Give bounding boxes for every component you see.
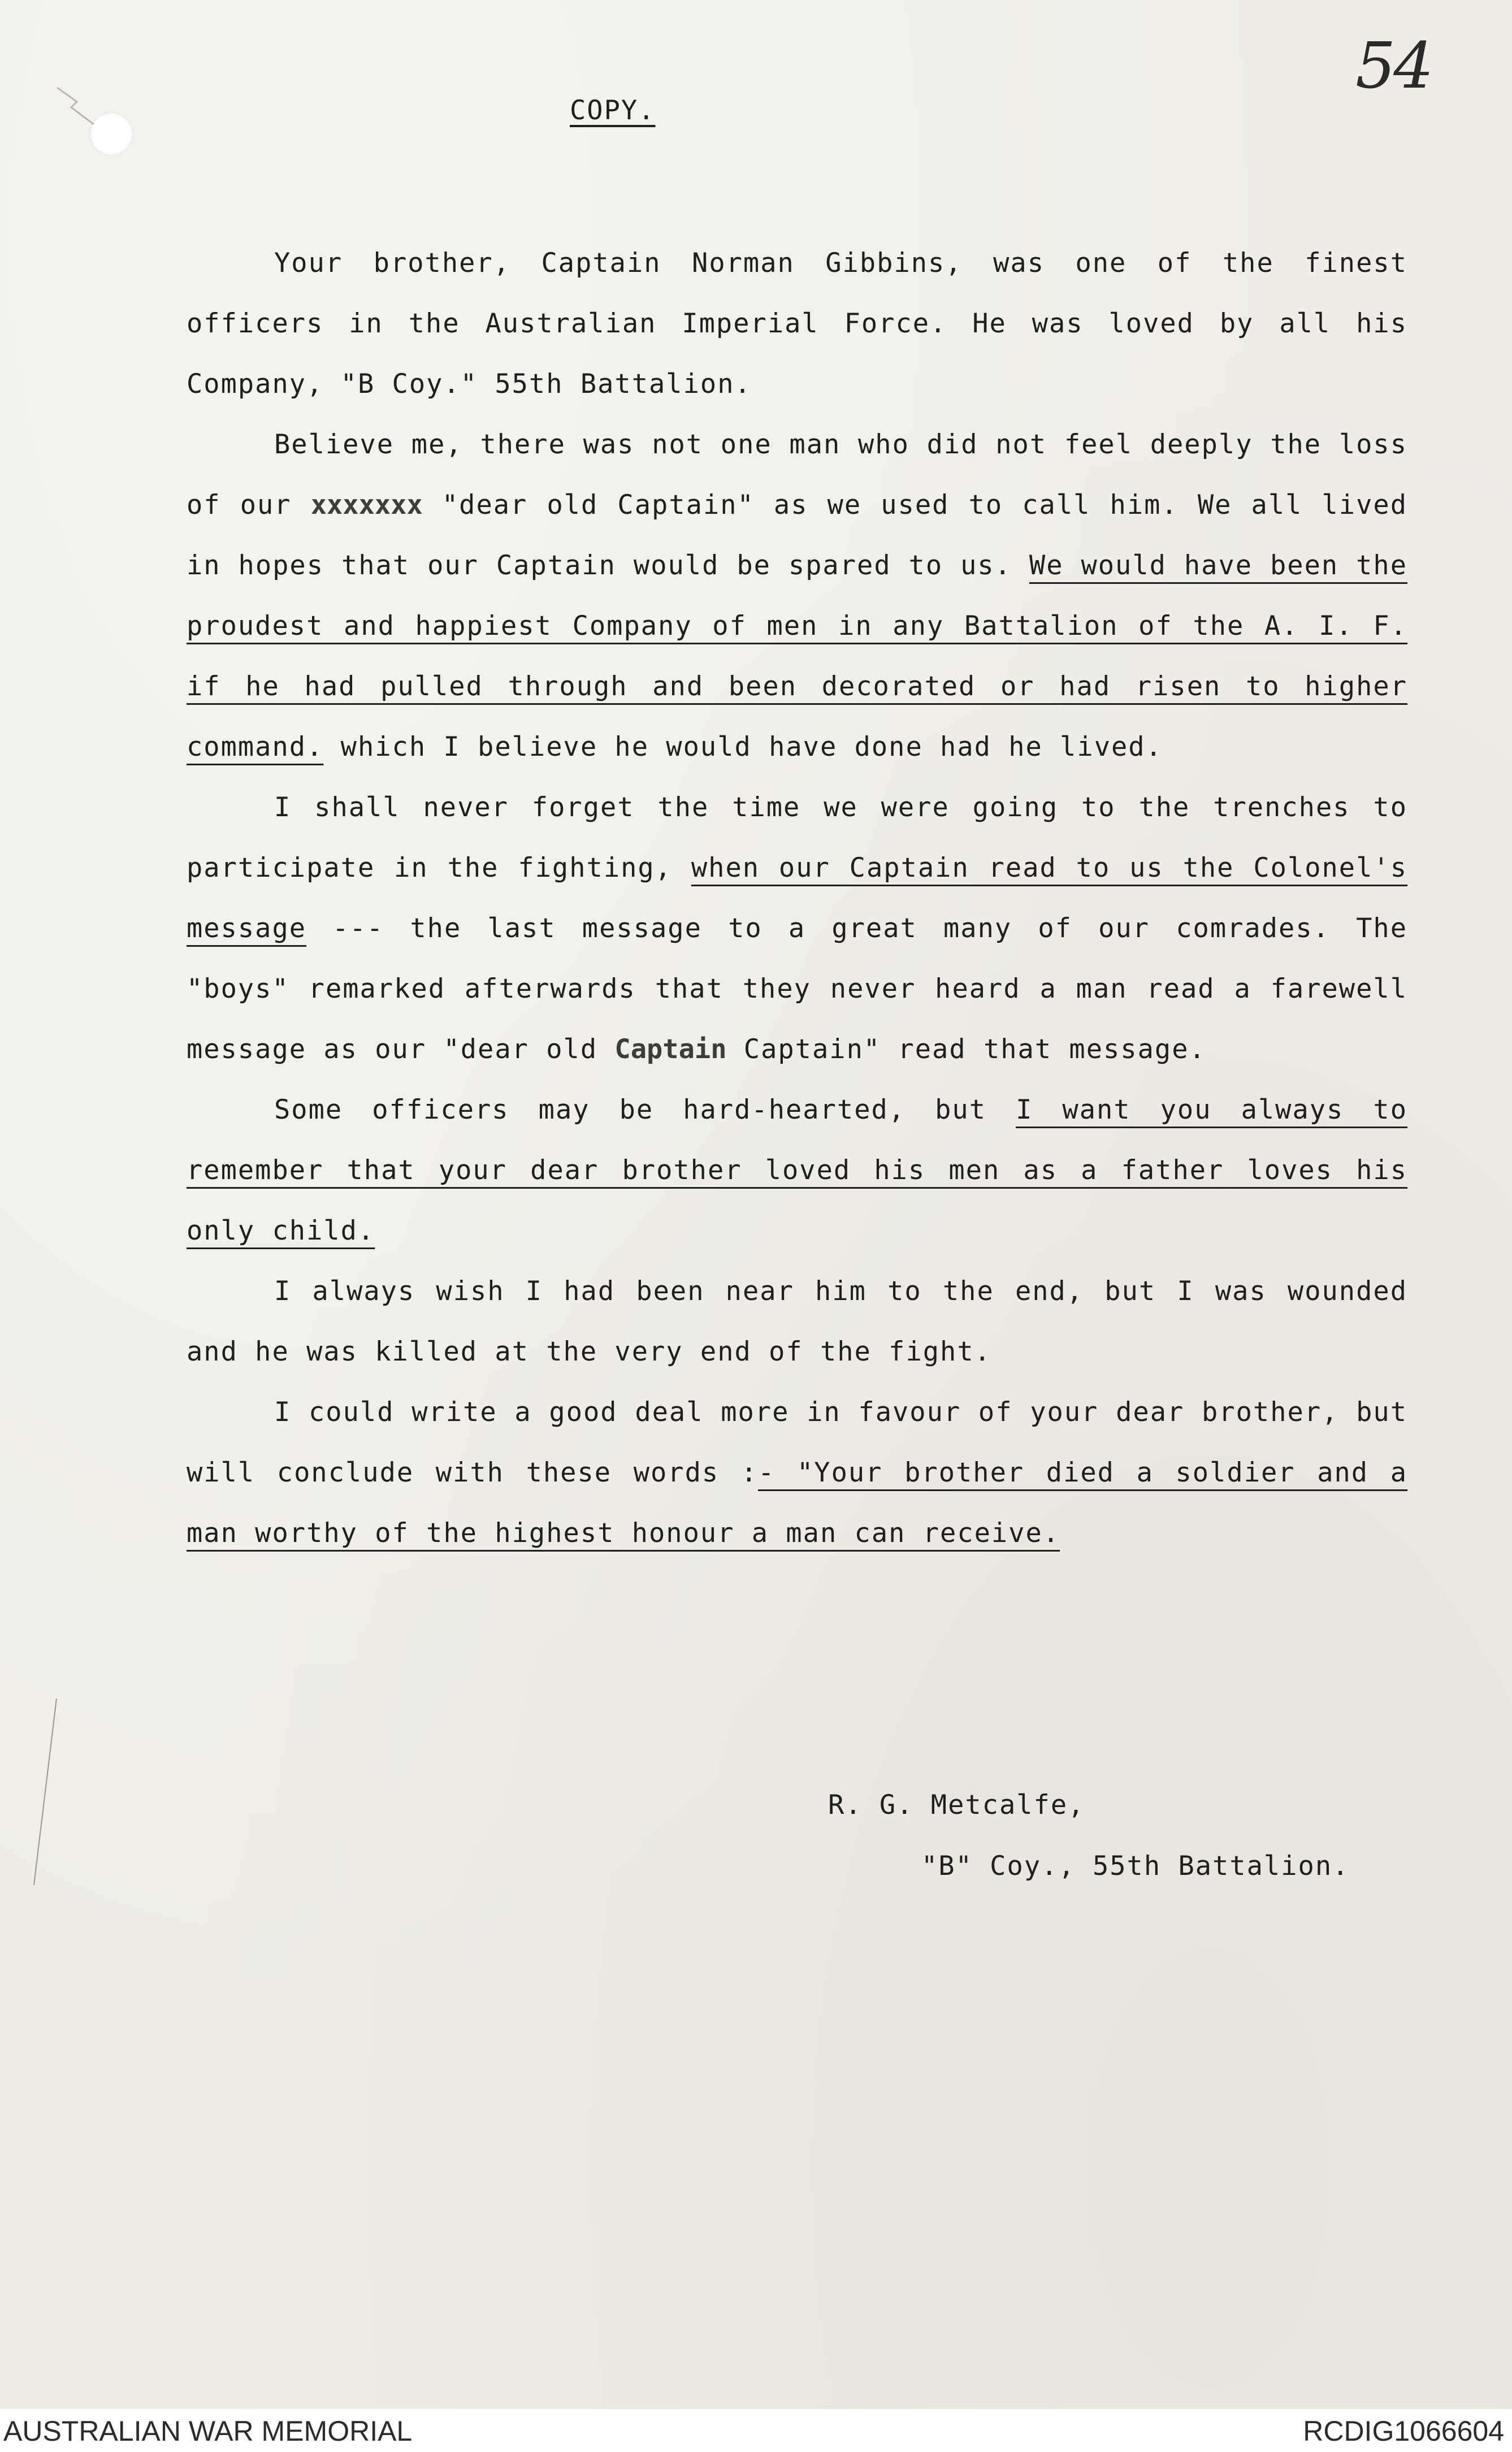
paragraph	[187, 1261, 1407, 1382]
paragraph	[187, 414, 1407, 777]
archive-footer	[0, 2409, 1512, 2452]
signature-name: R. G. Metcalfe,	[828, 1790, 1085, 1821]
typed-over-text: xxxxxxx	[310, 489, 423, 521]
paragraph	[187, 1080, 1407, 1261]
paragraph	[187, 233, 1407, 414]
page-number: 54	[1355, 29, 1432, 103]
text-run: I shall never forget the time we were going to the trenches to participate in the fighting,	[187, 792, 1407, 883]
letter-body	[187, 233, 1407, 1563]
underlined-text: We would have been the proudest and happiest Company of men in any Battalion of the A. I. F. if he had pulled through and been decorated or had risen to higher command.	[187, 550, 1407, 763]
underlined-text: - "Your brother died a soldier and a man worthy of the highest honour a man can receive.	[187, 1457, 1408, 1549]
paragraph	[187, 777, 1407, 1080]
text-run: which I believe he would have done had he lived.	[323, 731, 1163, 763]
text-run: I always wish I had been near him to the end, but I was wounded and he was killed at the very end of the fight.	[187, 1276, 1407, 1367]
text-run: Some officers may be hard-hearted, but	[274, 1094, 1016, 1125]
underlined-text: I want you always to remember that your dear brother loved his men as a father loves his only child.	[187, 1094, 1407, 1246]
underlined-text: when our Captain read to us the Colonel's message	[187, 852, 1407, 944]
typed-over-text: Captain	[614, 1034, 727, 1065]
text-run: Your brother, Captain Norman Gibbins, was one of the finest officers in the Australian Imperial Force. He was loved by all his Company, "B Coy." 55th Battalion.	[187, 248, 1407, 400]
signature-unit: "B" Coy., 55th Battalion.	[921, 1851, 1350, 1882]
text-run: I could write a good deal more in favour of your dear brother, but will conclude with these words :	[187, 1397, 1407, 1488]
document-heading: COPY.	[570, 95, 656, 126]
footer-institution: AUSTRALIAN WAR MEMORIAL	[3, 2415, 413, 2447]
text-run: --- the last message to a great many of our comrades. The "boys" remarked afterwards that they never heard a man read a farewell message as our "dear old	[187, 913, 1407, 1065]
text-run: Believe me, there was not one man who did not feel deeply the loss of our	[187, 429, 1407, 521]
paper-tear-mark	[54, 85, 105, 130]
text-run: "dear old Captain" as we used to call him. We all lived in hopes that our Captain would be spared to us.	[187, 489, 1407, 581]
paragraph	[187, 1382, 1407, 1563]
pencil-mark	[28, 1696, 62, 1888]
text-run: Captain" read that message.	[726, 1034, 1206, 1065]
footer-catalogue-id: RCDIG1066604	[1303, 2415, 1504, 2447]
